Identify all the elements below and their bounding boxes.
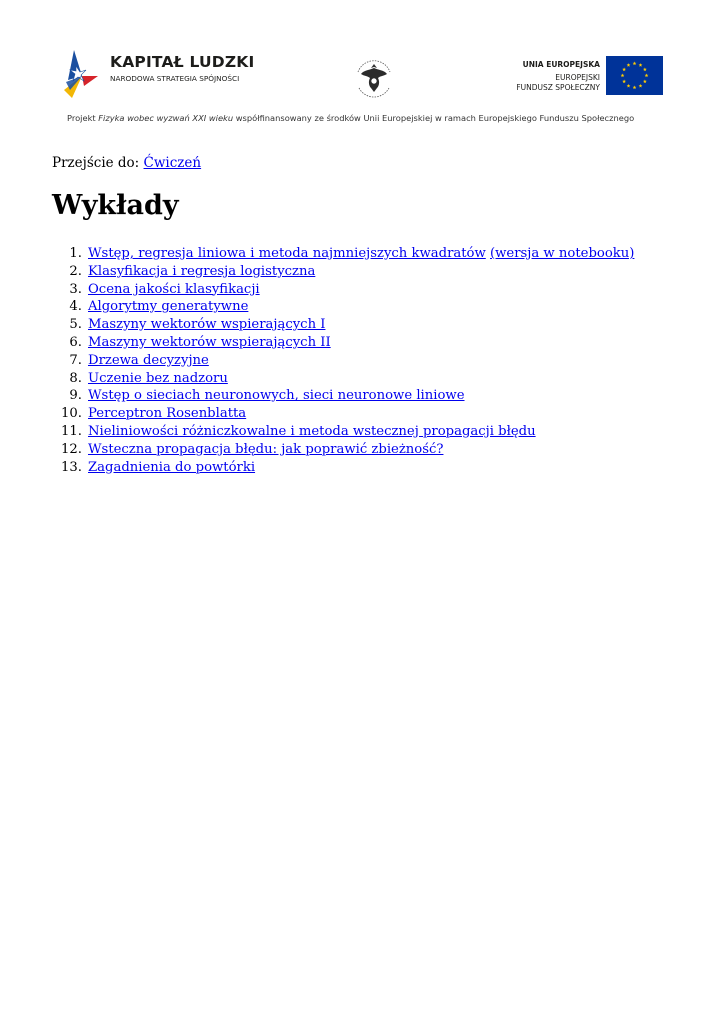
eu-line-3: FUNDUSZ SPOŁECZNY [516,83,600,92]
lecture-item [52,423,634,441]
lecture-number: 2. [69,263,82,279]
exercises-link[interactable]: Ćwiczeń [143,155,202,171]
lecture-item [52,298,634,316]
project-suffix: współfinansowany ze środków Unii Europejskiej w ramach Europejskiego Funduszu Społecznego [233,113,635,123]
lecture-number: 11. [61,423,82,439]
notebook-version-link[interactable]: (wersja w notebooku) [489,246,635,261]
lecture-number: 10. [61,406,82,422]
lecture-link[interactable]: Ocena jakości klasyfikacji [88,281,260,297]
lecture-item [52,441,634,459]
lecture-item [52,316,634,334]
kapital-ludzki-logo [62,46,255,102]
kapital-ludzki-title: KAPITAŁ LUDZKI [110,53,255,71]
kapital-ludzki-emblem-icon [62,46,108,102]
eu-title: UNIA EUROPEJSKA [522,60,600,69]
university-eagle-emblem-icon [350,54,398,102]
lecture-item [52,387,634,405]
jump-to-label: Przejście do: [52,155,144,171]
lecture-number: 7. [69,352,82,368]
lecture-item [52,334,634,352]
lecture-link[interactable]: Wstęp o sieciach neuronowych, sieci neuronowe liniowe [88,388,465,404]
eu-line-2: EUROPEJSKI [555,73,600,82]
kapital-ludzki-subtitle: NARODOWA STRATEGIA SPÓJNOŚCI [110,74,240,83]
lecture-number: 13. [61,459,82,475]
lecture-item [52,281,634,299]
eu-flag-icon [606,56,663,95]
lecture-link[interactable]: Maszyny wektorów wspierających I [88,317,326,333]
university-warsaw-logo [350,54,398,102]
lecture-link[interactable]: Perceptron Rosenblatta [88,406,247,422]
eu-fund-logo [500,56,663,98]
lecture-number: 3. [69,281,82,297]
lecture-number: 12. [61,441,82,457]
lecture-link[interactable]: Uczenie bez nadzoru [88,370,228,386]
lecture-item [52,263,634,281]
lecture-item [52,405,634,423]
lecture-link[interactable]: Maszyny wektorów wspierających II [88,334,331,350]
project-funding-line [67,113,634,123]
project-prefix: Projekt [67,113,99,123]
jump-to-line [52,155,201,171]
lecture-number: 5. [69,317,82,333]
header-banner [0,0,725,135]
lecture-item [52,352,634,370]
lecture-link[interactable]: Zagadnienia do powtórki [88,459,256,475]
lecture-link[interactable]: Wsteczna propagacja błędu: jak poprawić zbieżność? [88,441,444,457]
lecture-number: 8. [69,370,82,386]
lecture-number: 1. [69,246,82,261]
lecture-item [52,459,634,477]
page-title: Wykłady [52,190,179,221]
lecture-link[interactable]: Nieliniowości różniczkowalne i metoda wstecznej propagacji błędu [88,423,536,439]
lecture-item [52,370,634,388]
lecture-number: 4. [69,299,82,315]
project-title: Fizyka wobec wyzwań XXI wieku [98,113,234,123]
lecture-list [52,245,634,476]
lecture-link[interactable]: Klasyfikacja i regresja logistyczna [88,263,316,279]
lecture-number: 9. [69,388,82,404]
lecture-link[interactable]: Drzewa decyzyjne [88,352,209,368]
lecture-number: 6. [69,334,82,350]
eu-subtitle [516,73,600,93]
lecture-link[interactable]: Algorytmy generatywne [88,299,249,315]
lecture-link[interactable]: Wstęp, regresja liniowa i metoda najmniejszych kwadratów [88,246,486,261]
lecture-item [52,245,634,263]
